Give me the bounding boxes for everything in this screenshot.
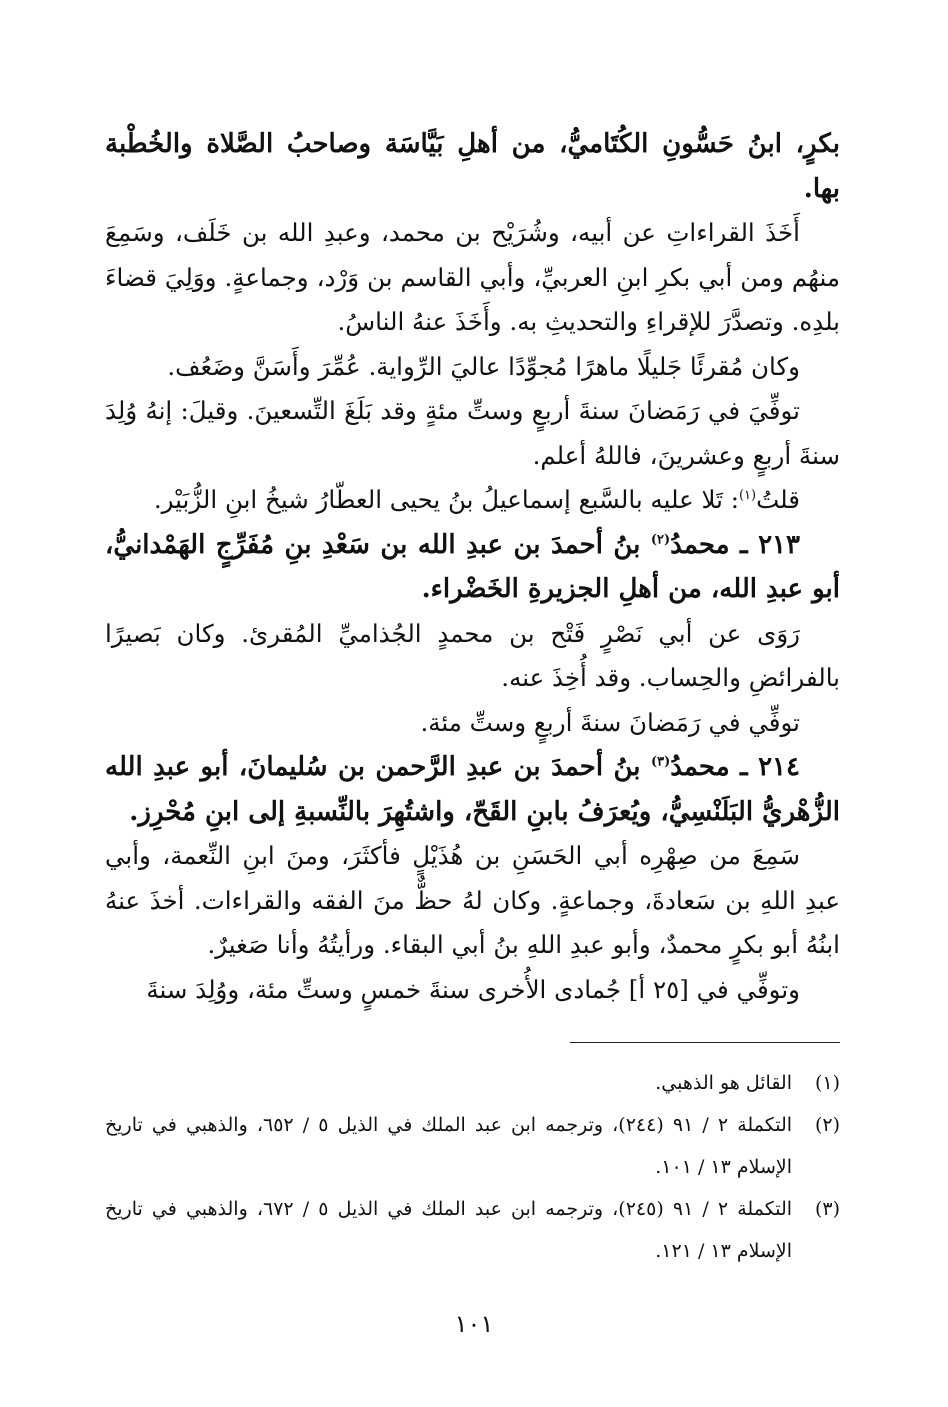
text-run: : تَلا عليه بالسَّبع إسماعيلُ بنُ يحيى العطّارُ شيخُ ابنِ الزُّبَيْر. [153,485,739,514]
footnotes [105,1062,840,1272]
paragraph [105,478,840,523]
footnote-text: التكملة ٢ / ٩١ (٢٤٥)، وترجمه ابن عبد الملك في الذيل ٥ / ٦٧٢، والذهبي في تاريخ الإسلام ١٣ / ١٢١. [105,1198,793,1262]
paragraph: أَخَذَ القراءاتِ عن أبيه، وشُرَيْح بن محمد، وعبدِ الله بن خَلَف، وسَمِعَ منهُم ومن أبي بكرِ ابنِ العربيِّ، وأبي القاسم بن وَرْد، وجماعةٍ. ووَلِيَ قضاءَ بلدِه. وتصدَّرَ للإقراءِ والتحديثِ به. وأَخَذَ عنهُ الناسُ. [105,218,840,336]
entry-number-name: ٢١٤ ـ محمدُ [670,752,800,782]
paragraph: توفِّيَ في رَمَضانَ سنةَ أربعٍ وستِّ مئةٍ وقد بَلَغَ التِّسعينَ. وقيلَ: إنهُ وُلِدَ سنةَ أربعٍ وعشرينَ، فاللهُ أعلم. [105,396,840,470]
footnote-item [105,1104,840,1188]
entry-heading-214 [105,745,840,834]
footnote-text: التكملة ٢ / ٩١ (٢٤٤)، وترجمه ابن عبد الملك في الذيل ٥ / ٦٥٢، والذهبي في تاريخ الإسلام ١٣ / ١٠١. [105,1114,793,1178]
footnote-item [105,1062,840,1104]
entry-name-rest: بنُ أحمدَ بن عبدِ الله بن سَعْدِ بنِ مُفَرِّجٍ الهَمْدانيُّ، أبو عبدِ الله، من أهلِ الجزيرةِ الخَضْراء. [105,529,840,604]
paragraph: وكان مُقرئًا جَليلًا ماهرًا مُجوِّدًا عاليَ الرِّواية. عُمِّرَ وأَسَنَّ وضَعُف. [167,351,800,381]
page-number: ١٠١ [454,1310,494,1338]
footnote-number: (٢) [814,1114,840,1136]
text-run: قلتُ [756,485,800,514]
footnote-text: القائل هو الذهبي. [655,1072,792,1094]
footnote-ref: (١) [738,487,757,503]
footnote-separator [570,1042,840,1043]
footnote-number: (١) [814,1072,840,1094]
entry-number-name: ٢١٣ ـ محمدُ [670,529,800,560]
footnote-ref: (٢) [650,531,671,547]
footnote-ref: (٣) [650,754,671,770]
paragraph: توفِّي في رَمَضانَ سنةَ أربعٍ وستِّ مئة. [420,707,800,737]
entry-continuation-heading: بكرٍ، ابنُ حَسُّونِ الكُتَاميُّ، من أهلِ بَيَّاسَة وصاحبُ الصَّلاة والخُطْبة بها. [105,129,840,204]
paragraph: سَمِعَ من صِهْرِه أبي الحَسَنِ بن هُذَيْلٍ فأكثَرَ، ومنَ ابنِ النِّعمة، وأبي عبدِ اللهِ بن سَعادةَ، وجماعةٍ. وكان لهُ حظٌّ منَ الفقه والقراءات. أخذَ عنهُ ابنُهُ أبو بكرٍ محمدٌ، وأبو عبدِ اللهِ بنُ أبي البقاء. ورأيتُهُ وأنا صَغيرٌ. [105,841,840,959]
paragraph: رَوَى عن أبي نَصْرٍ فَتْح بن محمدٍ الجُذاميِّ المُقرئ. وكان بَصيرًا بالفرائضِ والحِساب. وقد أُخِذَ عنه. [105,618,840,692]
entry-heading-213 [105,523,840,612]
paragraph: وتوفِّي في [٢٥ أ] جُمادى الأُخرى سنةَ خمسٍ وستِّ مئة، ووُلِدَ سنةَ [146,974,800,1004]
footnote-item [105,1188,840,1272]
footnote-number: (٣) [814,1198,840,1220]
main-text [105,122,840,1012]
entry-name-rest: بنُ أحمدَ بن عبدِ الرَّحمن بن سُليمانَ، أبو عبدِ الله الزُّهْريُّ البَلَنْسِيُّ، ويُعرَفُ بابنِ القَحّ، واشتُهِرَ بالنِّسبةِ إلى ابنِ مُحْرِز. [105,752,840,827]
